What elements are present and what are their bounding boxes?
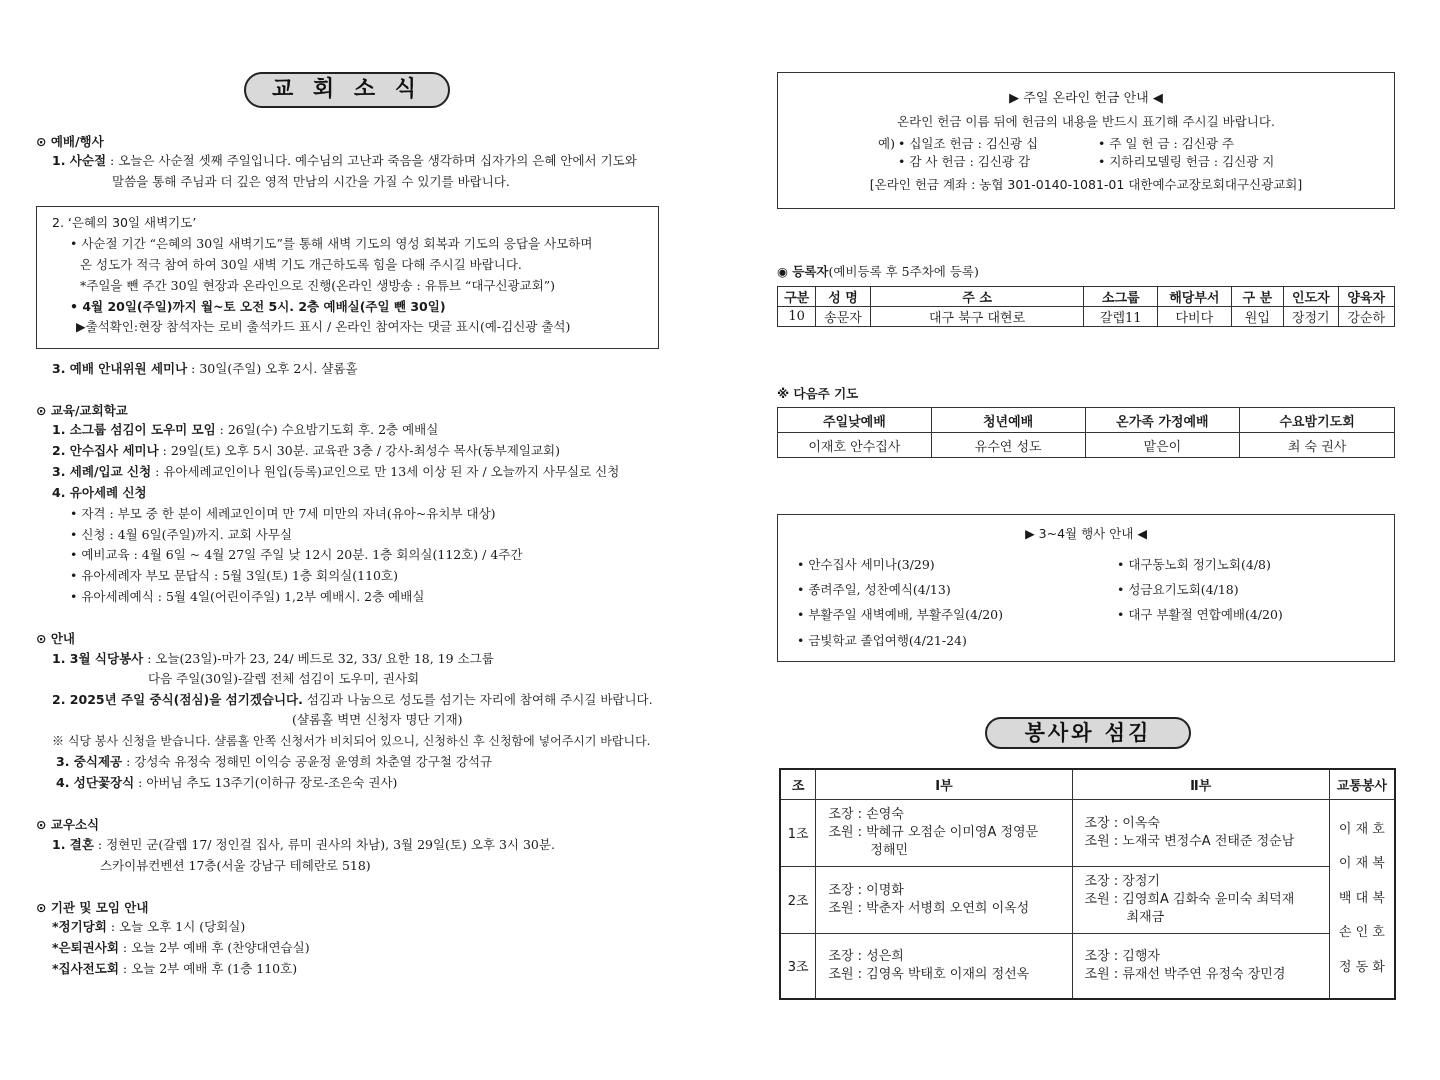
traffic-name: 이 재 복: [1338, 856, 1385, 871]
col-header: 조: [780, 769, 816, 799]
prayer-heading: ※ 다음주 기도: [777, 386, 859, 401]
event-item: • 안수집사 세미나(3/29): [797, 557, 935, 572]
lent-item-cont: 말씀을 통해 주님과 더 깊은 영적 만남의 시간을 가질 수 있기를 바랍니다.: [112, 174, 510, 189]
edu-item-1: 1. 소그룹 섬김이 도우미 모임 : 26일(수) 수요밤기도회 후. 2층 예배실: [52, 422, 439, 437]
traffic-name: 정 동 화: [1338, 959, 1385, 975]
events-title: ▶ 3~4월 행사 안내 ◀: [1025, 526, 1147, 541]
dawn-prayer-line-2: 온 성도가 적극 참여 하여 30일 새벽 기도 개근하도록 힘을 다해 주시길 바랍니다.: [80, 257, 522, 272]
table-cell: 원입: [1231, 307, 1283, 327]
usher-seminar-item: 3. 예배 안내위원 세미나 : 30일(주일) 오후 2시. 샬롬홀: [52, 361, 358, 376]
group-leader: 조장 : 이옥숙: [1084, 815, 1160, 831]
dawn-prayer-title: 2. ‘은혜의 30일 새벽기도’: [52, 215, 197, 230]
group-members-cont: 최재금: [1126, 909, 1165, 925]
group-members: 조원 : 박춘자 서병희 오연희 이옥성: [828, 900, 1030, 916]
table-cell: 강순하: [1338, 307, 1395, 327]
group-leader: 조장 : 손영숙: [828, 806, 904, 822]
group-members-cont: 정해민: [870, 842, 909, 858]
group-part2: [1072, 866, 1329, 933]
group-part2: [1072, 799, 1329, 866]
offering-example-4: • 지하리모델링 헌금 : 김신광 지: [1098, 154, 1275, 169]
service-title: 봉사와 섬김: [985, 717, 1191, 749]
traffic-name: 이 재 호: [1338, 821, 1385, 837]
wedding-item-cont: 스카이뷰컨벤션 17층(서울 강남구 테헤란로 518): [100, 858, 371, 873]
infant-baptism-sub-1: • 자격 : 부모 중 한 분이 세례교인이며 만 7세 미만의 자녀(유아~유치부 대상): [70, 506, 496, 521]
group-leader: 조장 : 김행자: [1084, 948, 1160, 964]
group-label: 2조: [780, 866, 816, 933]
offering-account: [온라인 헌금 계좌 : 농협 301-0140-1081-01 대한예수교장로회대구신광교회]: [869, 177, 1303, 192]
table-cell: 맡은이: [1085, 433, 1240, 458]
education-heading: ⊙ 교육/교회학교: [36, 403, 128, 418]
col-header: 구 분: [1231, 287, 1283, 307]
event-item: • 성금요기도회(4/18): [1117, 582, 1239, 597]
offering-example-2: • 주 일 헌 금 : 김신광 주: [1098, 136, 1234, 151]
event-item: • 종려주일, 성찬예식(4/13): [797, 582, 951, 597]
group-part1: [816, 933, 1072, 999]
notice-heading: ⊙ 안내: [36, 631, 75, 646]
members-heading: ⊙ 교우소식: [36, 817, 100, 832]
group-members: 조원 : 류재선 박주연 유정숙 장민경: [1084, 966, 1286, 982]
table-cell: 갈렙11: [1084, 307, 1158, 327]
notice-item-4: 4. 성단꽃장식 : 아버님 추도 13주기(이하규 장로-조은숙 권사): [56, 775, 398, 790]
col-header: 청년예배: [931, 408, 1085, 433]
table-cell: 최 숙 권사: [1240, 433, 1395, 458]
worship-heading: ⊙ 예배/행사: [36, 134, 104, 149]
event-item: • 대구 부활절 연합예배(4/20): [1117, 607, 1283, 622]
offering-example-1: • 십일조 헌금 : 김신광 십: [898, 136, 1039, 151]
online-offering-desc: 온라인 헌금 이름 뒤에 헌금의 내용을 반드시 표기해 주시길 바랍니다.: [897, 114, 1275, 129]
edu-item-2: 2. 안수집사 세미나 : 29일(토) 오후 5시 30분. 교육관 3층 / 강사-최성수 목사(동부제일교회): [52, 443, 560, 458]
col-header: 교통봉사: [1329, 769, 1395, 799]
group-members: 조원 : 김영희A 김화숙 윤미숙 최덕재: [1084, 891, 1295, 907]
notice-item-2-note: ※ 식당 봉사 신청을 받습니다. 샬롬홀 안쪽 신청서가 비치되어 있으니, 신청하신 후 신청함에 넣어주시기 바랍니다.: [52, 734, 651, 748]
table-row: [778, 307, 1395, 327]
groups-heading: ⊙ 기관 및 모임 안내: [36, 900, 149, 915]
dawn-prayer-line-4: • 4월 20일(주일)까지 월~토 오전 5시. 2층 예배실(주일 뺀 30일): [70, 299, 446, 314]
group-part1: [816, 799, 1072, 866]
group-members: 조원 : 김영옥 박태호 이재의 정선옥: [828, 966, 1030, 982]
infant-baptism-sub-2: • 신청 : 4월 6일(주일)까지. 교회 사무실: [70, 527, 293, 542]
table-cell: 대구 북구 대현로: [870, 307, 1084, 327]
col-header: 인도자: [1284, 287, 1338, 307]
prayer-table: [777, 407, 1395, 458]
notice-item-2-cont: (샬롬홀 벽면 신청자 명단 기재): [292, 712, 463, 727]
groups-item-2: *은퇴권사회 : 오늘 2부 예배 후 (찬양대연습실): [52, 940, 310, 955]
col-header: 성 명: [816, 287, 870, 307]
notice-item-2: 2. 2025년 주일 중식(점심)을 섬기겠습니다. 섬김과 나눔으로 성도를 섬기는 자리에 참여해 주시길 바랍니다.: [52, 692, 653, 707]
table-cell: 장정기: [1284, 307, 1338, 327]
dawn-prayer-line-3: *주일을 뺀 주간 30일 현장과 온라인으로 진행(온라인 생방송 : 유튜브 “대구신광교회”): [80, 278, 556, 293]
group-members: 조원 : 박혜규 오점순 이미영A 정영문: [828, 824, 1039, 840]
event-item: • 대구동노회 정기노회(4/8): [1117, 557, 1271, 572]
traffic-volunteers: [1329, 799, 1395, 999]
col-header: 해당부서: [1158, 287, 1232, 307]
online-offering-title: ▶ 주일 온라인 헌금 안내 ◀: [1009, 91, 1163, 106]
traffic-name: 백 대 복: [1338, 890, 1385, 906]
edu-item-4: 4. 유아세례 신청: [52, 485, 147, 500]
col-header: Ⅱ부: [1072, 769, 1329, 799]
table-row: [778, 433, 1395, 458]
table-row: [780, 799, 1395, 866]
event-item: • 금빛학교 졸업여행(4/21-24): [797, 633, 967, 648]
notice-item-1-cont: 다음 주일(30일)-갈렙 전체 섬김이 도우미, 권사회: [148, 671, 420, 686]
dawn-prayer-line-5: ▶출석확인:현장 참석자는 로비 출석카드 표시 / 온라인 참여자는 댓글 표시(예-김신광 출석): [76, 319, 571, 334]
wedding-item: 1. 결혼 : 정현민 군(갈렙 17/ 정인걸 집사, 류미 권사의 차남), 3월 29일(토) 오후 3시 30분.: [52, 837, 555, 852]
dawn-prayer-line-1: • 사순절 기간 “은혜의 30일 새벽기도”를 통해 새벽 기도의 영성 회복과 기도의 응답을 사모하며: [70, 236, 593, 251]
groups-item-1: *정기당회 : 오늘 오후 1시 (당회실): [52, 919, 246, 934]
group-part2: [1072, 933, 1329, 999]
infant-baptism-sub-5: • 유아세례예식 : 5월 4일(어린이주일) 1,2부 예배시. 2층 예배실: [70, 589, 425, 604]
table-cell: 유수연 성도: [931, 433, 1085, 458]
group-leader: 조장 : 성은희: [828, 948, 904, 964]
registrants-heading: ◉ 등록자(예비등록 후 5주차에 등록): [777, 264, 979, 279]
group-members: 조원 : 노재국 변정수A 전태준 정순남: [1084, 833, 1295, 849]
table-cell: 이재호 안수집사: [778, 433, 932, 458]
col-header: Ⅰ부: [816, 769, 1072, 799]
col-header: 구분: [778, 287, 816, 307]
registrants-table: [777, 286, 1395, 327]
col-header: 온가족 가정예배: [1085, 408, 1240, 433]
event-item: • 부활주일 새벽예배, 부활주일(4/20): [797, 607, 1003, 622]
table-row: [780, 933, 1395, 999]
table-cell: 다비다: [1158, 307, 1232, 327]
group-label: 3조: [780, 933, 816, 999]
offering-example-prefix: 예): [878, 136, 895, 151]
offering-example-3: • 감 사 헌금 : 김신광 감: [898, 154, 1031, 169]
col-header: 수요밤기도회: [1240, 408, 1395, 433]
col-header: 주 소: [870, 287, 1084, 307]
group-leader: 조장 : 이명화: [828, 882, 904, 898]
table-cell: 10: [778, 307, 816, 327]
col-header: 주일낮예배: [778, 408, 932, 433]
table-row: [780, 866, 1395, 933]
church-news-title: 교 회 소 식: [244, 72, 450, 108]
lent-item: 1. 사순절 : 오늘은 사순절 셋째 주일입니다. 예수님의 고난과 죽음을 생각하며 십자가의 은혜 안에서 기도와: [52, 153, 637, 168]
group-leader: 조장 : 장정기: [1084, 873, 1160, 889]
col-header: 소그룹: [1084, 287, 1158, 307]
traffic-name: 손 인 호: [1338, 925, 1385, 940]
groups-item-3: *집사전도회 : 오늘 2부 예배 후 (1층 110호): [52, 961, 298, 976]
group-label: 1조: [780, 799, 816, 866]
notice-item-3: 3. 중식제공 : 강성숙 유정숙 정해민 이익승 공윤정 윤영희 차춘열 강구철 강석규: [56, 754, 493, 769]
table-cell: 송문자: [816, 307, 870, 327]
infant-baptism-sub-3: • 예비교육 : 4월 6일 ~ 4월 27일 주일 낮 12시 20분. 1층 회의실(112호) / 4주간: [70, 547, 523, 562]
group-part1: [816, 866, 1072, 933]
col-header: 양육자: [1338, 287, 1395, 307]
edu-item-3: 3. 세례/입교 신청 : 유아세례교인이나 원입(등록)교인으로 만 13세 이상 된 자 / 오늘까지 사무실로 신청: [52, 464, 620, 479]
notice-item-1: 1. 3월 식당봉사 : 오늘(23일)-마가 23, 24/ 베드로 32, 33/ 요한 18, 19 소그룹: [52, 651, 494, 666]
service-table: [779, 768, 1396, 1000]
infant-baptism-sub-4: • 유아세례자 부모 문답식 : 5월 3일(토) 1층 회의실(110호): [70, 568, 398, 583]
